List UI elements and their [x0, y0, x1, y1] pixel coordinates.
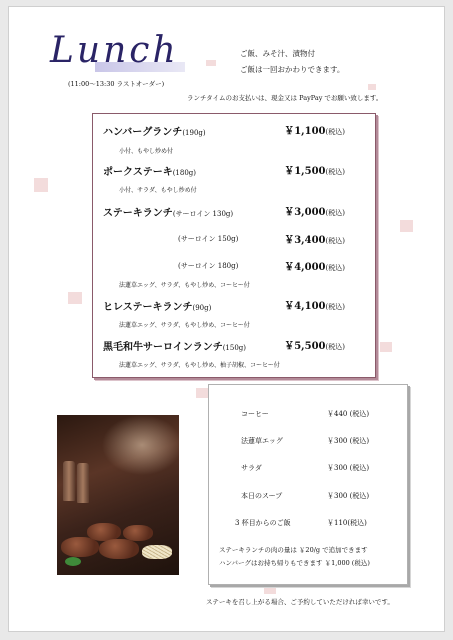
decorative-square — [68, 292, 82, 304]
tax-label: (税込) — [325, 237, 345, 245]
decorative-square — [206, 60, 216, 66]
page-title: Lunch — [50, 30, 179, 71]
decorative-square — [34, 178, 48, 192]
item-price — [284, 258, 345, 273]
item-description: 小付、サラダ、もやし炒め付 — [119, 187, 197, 194]
tax-label: (税込) — [325, 343, 345, 351]
lunch-menu-box — [92, 113, 376, 378]
tax-label: (税込) — [325, 168, 345, 176]
side-item-name: 法蓮草エッグ — [241, 437, 283, 445]
steak-photo — [57, 415, 179, 575]
decorative-square — [264, 584, 276, 594]
pepper-shaker — [77, 463, 89, 503]
menu-item-hamburg — [103, 123, 206, 138]
bean-sprouts — [142, 545, 172, 559]
item-name: ハンバーグランチ — [103, 127, 183, 138]
green-pepper — [65, 557, 81, 566]
item-price — [284, 297, 345, 312]
payment-notice: ランチタイムのお支払いは、現金又は PayPay でお願い致します。 — [187, 94, 383, 102]
steak-piece — [99, 539, 139, 559]
item-price — [284, 231, 345, 246]
item-description: 法蓮草エッグ、サラダ、もやし炒め、コーヒー付 — [119, 322, 250, 329]
decorative-square — [196, 388, 208, 398]
steak-size-150: (サーロイン 150g) — [178, 235, 239, 243]
salt-shaker — [63, 461, 75, 501]
side-item-price: ￥110(税込) — [327, 519, 367, 527]
extra-meat-note: ステーキランチの肉の量は ￥20/g で追加できます — [219, 546, 368, 554]
price-value: ￥1,500 — [284, 166, 326, 177]
side-item-price: ￥300 (税込) — [327, 464, 370, 472]
notice-line-2: ご飯は一回おかわりできます。 — [240, 65, 345, 74]
item-name: ヒレステーキランチ — [103, 302, 193, 313]
side-item-name: サラダ — [241, 464, 262, 472]
reservation-note: ステーキを召し上がる場合、ご予約していただければ幸いです。 — [206, 598, 394, 606]
menu-item-pork-steak — [103, 163, 196, 178]
item-weight: (90g) — [192, 304, 212, 312]
price-value: ￥3,400 — [284, 235, 326, 246]
item-name: 黒毛和牛サーロインランチ — [103, 342, 223, 353]
item-price — [284, 203, 345, 218]
decorative-square — [400, 220, 413, 232]
item-price — [284, 337, 345, 352]
tax-label: (税込) — [325, 128, 345, 136]
tax-label: (税込) — [325, 209, 345, 217]
takeout-note: ハンバーグはお持ち帰りもできます ￥1,000 (税込) — [219, 559, 370, 567]
notice-line-1: ご飯、みそ汁、漬物付 — [240, 49, 315, 58]
item-price — [284, 122, 345, 137]
price-value: ￥1,100 — [284, 126, 326, 137]
steak-piece — [123, 525, 153, 541]
steak-size-180: (サーロイン 180g) — [178, 262, 239, 270]
item-weight: (サーロイン 130g) — [172, 210, 234, 218]
item-weight: (180g) — [172, 169, 197, 177]
item-description: 法蓮草エッグ、サラダ、もやし炒め、柚子胡椒、コーヒー付 — [119, 362, 280, 369]
side-item-price: ￥300 (税込) — [327, 492, 370, 500]
menu-item-wagyu-sirloin — [103, 338, 246, 353]
side-item-name: 3 杯目からのご飯 — [235, 519, 291, 527]
item-name: ステーキランチ — [103, 208, 173, 219]
item-weight: (150g) — [222, 344, 247, 352]
lunch-hours: (11:00～13:30 ラストオーダー) — [68, 80, 165, 88]
side-menu-box — [208, 384, 408, 585]
price-value: ￥5,500 — [284, 341, 326, 352]
side-item-price: ￥440 (税込) — [327, 410, 370, 418]
item-description: 法蓮草エッグ、サラダ、もやし炒め、コーヒー付 — [119, 282, 250, 289]
menu-item-fillet-steak — [103, 298, 211, 313]
item-description: 小付、もやし炒め付 — [119, 148, 174, 155]
side-item-name: 本日のスープ — [241, 492, 283, 500]
tax-label: (税込) — [325, 264, 345, 272]
side-item-name: コーヒー — [241, 410, 269, 418]
side-item-price: ￥300 (税込) — [327, 437, 370, 445]
item-weight: (190g) — [182, 129, 206, 137]
tax-label: (税込) — [325, 303, 345, 311]
price-value: ￥4,100 — [284, 301, 326, 312]
menu-item-steak — [103, 204, 233, 219]
decorative-square — [380, 342, 392, 352]
price-value: ￥4,000 — [284, 262, 326, 273]
price-value: ￥3,000 — [284, 207, 326, 218]
item-price — [284, 162, 345, 177]
decorative-square — [368, 84, 376, 90]
steak-piece — [61, 537, 99, 557]
item-name: ポークステーキ — [103, 167, 173, 178]
